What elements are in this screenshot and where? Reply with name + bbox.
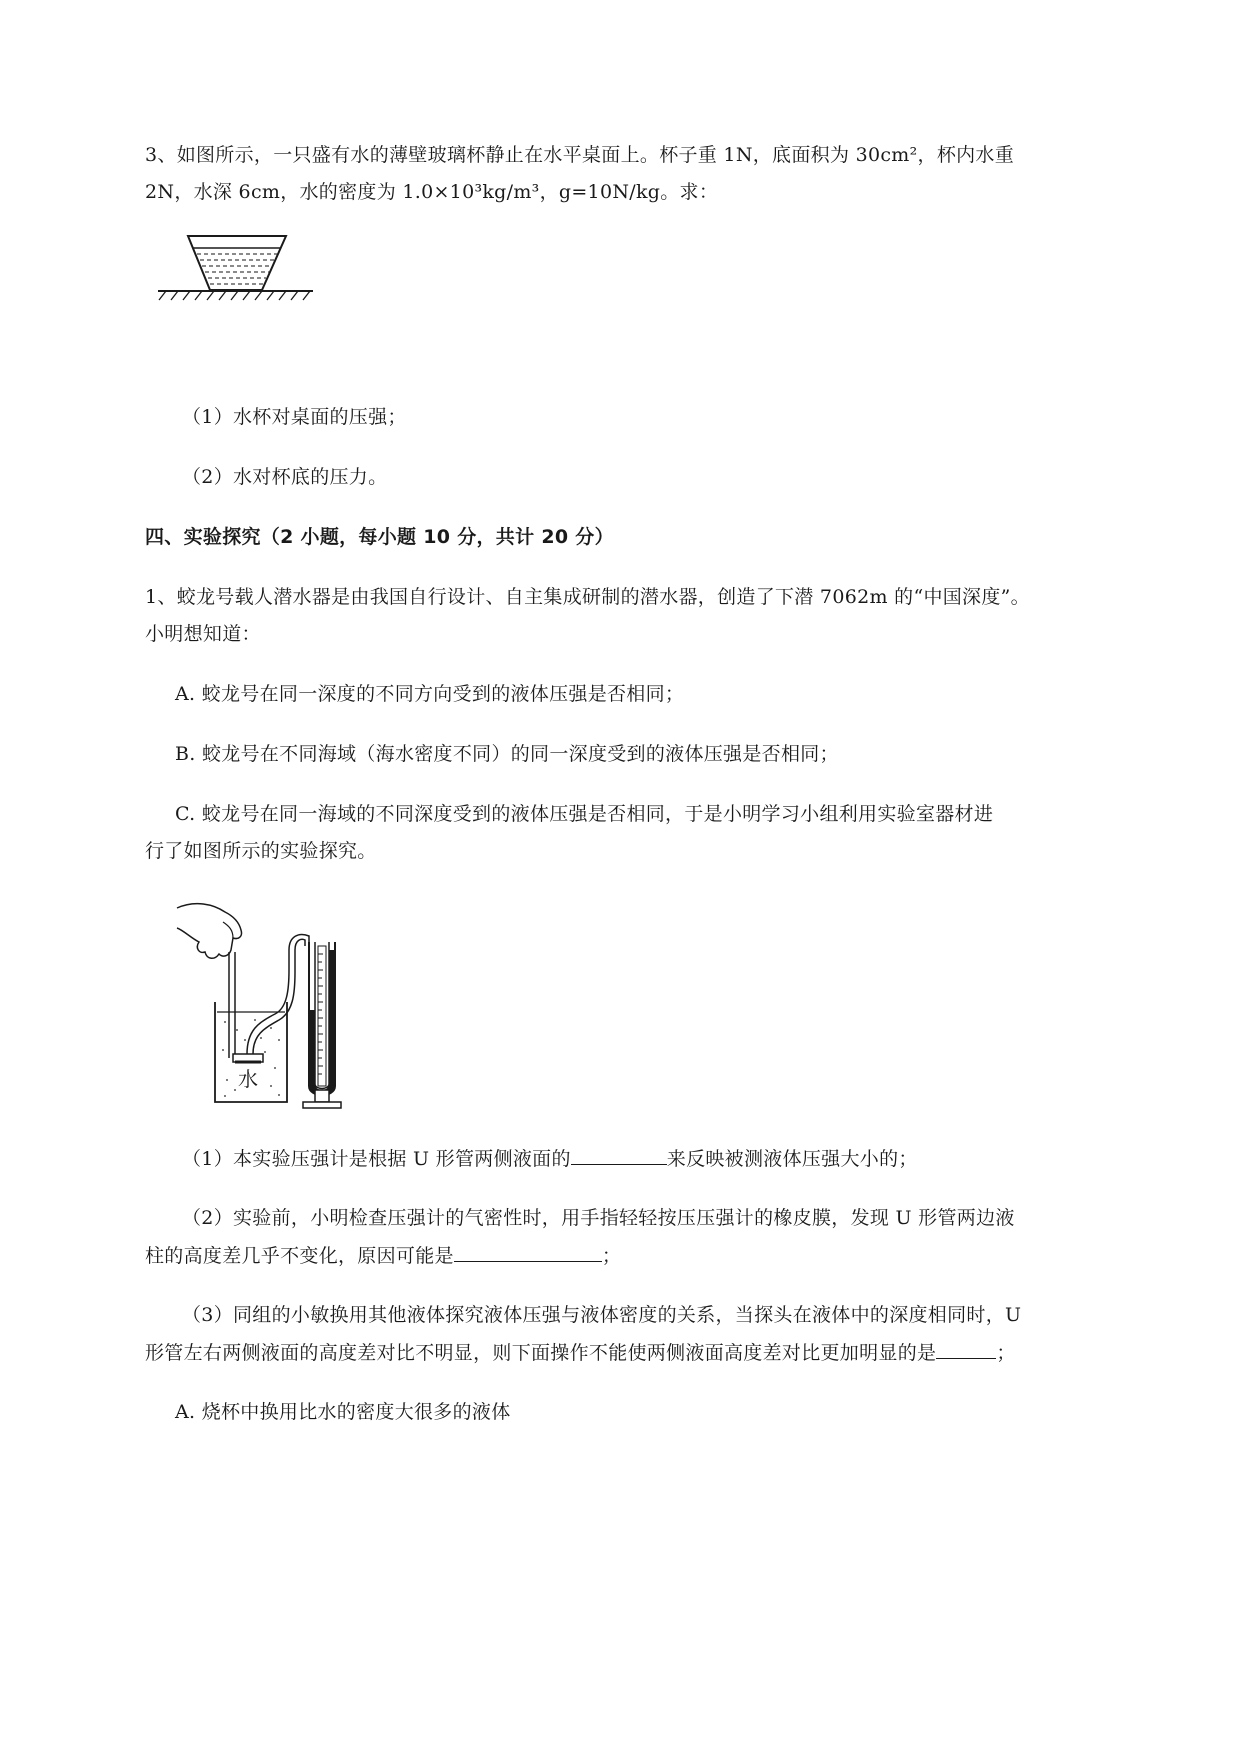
exp1-question3-option-a: A. 烧杯中换用比水的密度大很多的液体 (175, 1401, 511, 1423)
exp1-question2-line1: （2）实验前，小明检查压强计的气密性时，用手指轻轻按压压强计的橡皮膜，发现 U 形管两边液 (182, 1207, 1015, 1229)
exp1-question1 (182, 1146, 918, 1171)
answer-blank-3[interactable] (936, 1340, 996, 1359)
exp1-question1-pre: （1）本实验压强计是根据 U 形管两侧液面的 (182, 1148, 571, 1170)
exp1-question1-post: 来反映被测液体压强大小的； (666, 1148, 918, 1170)
exp1-option-b: B. 蛟龙号在不同海域（海水密度不同）的同一深度受到的液体压强是否相同； (175, 743, 839, 765)
glass-cup-figure (150, 232, 320, 302)
section-heading: 四、实验探究（2 小题，每小题 10 分，共计 20 分） (145, 526, 614, 548)
exp1-question2-end: ； (601, 1245, 622, 1267)
exp1-line2: 小明想知道： (145, 623, 261, 645)
problem3-question2: （2）水对杯底的压力。 (182, 466, 388, 488)
exp1-option-c-line1: C. 蛟龙号在同一海域的不同深度受到的液体压强是否相同，于是小明学习小组利用实验室器材进 (175, 803, 994, 825)
exp1-option-a: A. 蛟龙号在同一深度的不同方向受到的液体压强是否相同； (175, 683, 685, 705)
problem3-line2: 2N，水深 6cm，水的密度为 1.0×10³kg/m³，g=10N/kg。求： (145, 181, 719, 203)
problem3-line1: 3、如图所示，一只盛有水的薄壁玻璃杯静止在水平桌面上。杯子重 1N，底面积为 30cm²，杯内水重 (145, 144, 1015, 166)
exp1-question3-text: 形管左右两侧液面的高度差对比不明显，则下面操作不能使两侧液面高度差对比更加明显的是 (145, 1342, 937, 1364)
exp1-question2-text: 柱的高度差几乎不变化，原因可能是 (145, 1245, 454, 1267)
answer-blank-2[interactable] (454, 1243, 602, 1262)
exp1-line1: 1、蛟龙号载人潜水器是由我国自行设计、自主集成研制的潜水器，创造了下潜 7062m 的“中国深度”。 (145, 586, 1030, 608)
problem3-question1: （1）水杯对桌面的压强； (182, 406, 407, 428)
exp1-question3-line2 (145, 1340, 1016, 1365)
exp1-question3-line1: （3）同组的小敏换用其他液体探究液体压强与液体密度的关系，当探头在液体中的深度相同时，U (182, 1304, 1022, 1326)
exp1-question3-end: ； (996, 1342, 1016, 1364)
exp1-option-c-line2: 行了如图所示的实验探究。 (145, 840, 377, 862)
exp1-question2-line2 (145, 1243, 621, 1268)
answer-blank-1[interactable] (571, 1146, 667, 1165)
water-label: 水 (238, 1067, 258, 1091)
pressure-gauge-figure (175, 890, 405, 1130)
